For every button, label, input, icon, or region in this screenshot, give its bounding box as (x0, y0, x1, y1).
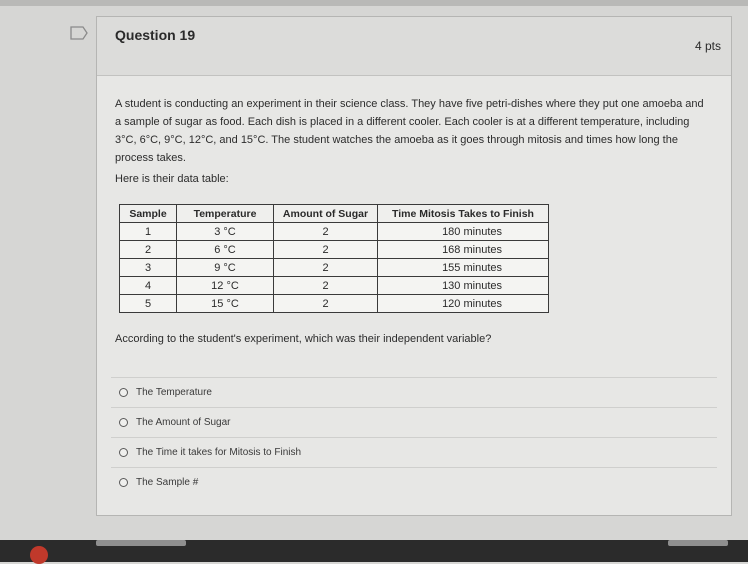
cell-temperature: 3 °C (177, 223, 274, 241)
radio-button-icon[interactable] (119, 418, 128, 427)
cell-sample: 1 (120, 223, 177, 241)
radio-button-icon[interactable] (119, 478, 128, 487)
question-card (96, 16, 732, 516)
answer-option-label: The Time it takes for Mitosis to Finish (136, 447, 302, 458)
cell-sugar: 2 (274, 295, 378, 313)
answer-option-label: The Sample # (136, 477, 199, 488)
table-row (120, 277, 549, 295)
previous-button[interactable] (96, 540, 186, 546)
data-table (119, 204, 549, 313)
table-row (120, 223, 549, 241)
cell-temperature: 15 °C (177, 295, 274, 313)
answer-option-temperature[interactable] (111, 377, 717, 407)
question-title: Question 19 (115, 27, 196, 43)
table-row (120, 259, 549, 277)
question-points: 4 pts (694, 39, 721, 53)
cell-sugar: 2 (274, 223, 378, 241)
cell-temperature: 6 °C (177, 241, 274, 259)
header-sample: Sample (120, 205, 177, 223)
cell-time: 130 minutes (378, 277, 549, 295)
question-header (97, 17, 731, 76)
header-sugar: Amount of Sugar (274, 205, 378, 223)
radio-button-icon[interactable] (119, 388, 128, 397)
cell-sugar: 2 (274, 259, 378, 277)
cell-time: 155 minutes (378, 259, 549, 277)
cell-temperature: 12 °C (177, 277, 274, 295)
cell-sample: 5 (120, 295, 177, 313)
cell-time: 120 minutes (378, 295, 549, 313)
table-header-row (120, 205, 549, 223)
cell-sample: 3 (120, 259, 177, 277)
question-ask: According to the student's experiment, which was their independent variable? (115, 333, 492, 345)
cell-sugar: 2 (274, 277, 378, 295)
answer-option-label: The Temperature (136, 387, 212, 398)
table-row (120, 241, 549, 259)
cell-sample: 2 (120, 241, 177, 259)
table-lead-text: Here is their data table: (115, 173, 229, 185)
header-time: Time Mitosis Takes to Finish (378, 205, 549, 223)
table-row (120, 295, 549, 313)
cell-sugar: 2 (274, 241, 378, 259)
question-prompt: A student is conducting an experiment in their science class. They have five petri-dishes where they put one amoeba and a sample of sugar as food. Each dish is placed in a different cooler. Each cooler is at a different temperature, including 3°C, 6°C, 9°C, 12°C, and 15°C. The student watches the amoeba as it goes through mitosis and times how long the process takes. (115, 98, 704, 164)
top-strip (0, 0, 748, 6)
answer-option-label: The Amount of Sugar (136, 417, 231, 428)
cell-sample: 4 (120, 277, 177, 295)
next-button[interactable] (668, 540, 728, 546)
answer-option-time[interactable] (111, 437, 717, 467)
cell-time: 180 minutes (378, 223, 549, 241)
answer-options (97, 377, 731, 497)
answer-option-sample[interactable] (111, 467, 717, 497)
radio-button-icon[interactable] (119, 448, 128, 457)
cell-time: 168 minutes (378, 241, 549, 259)
app-icon[interactable] (30, 546, 48, 564)
bottom-toolbar (0, 540, 748, 562)
cell-temperature: 9 °C (177, 259, 274, 277)
answer-option-sugar[interactable] (111, 407, 717, 437)
header-temperature: Temperature (177, 205, 274, 223)
flag-icon[interactable] (70, 26, 88, 40)
